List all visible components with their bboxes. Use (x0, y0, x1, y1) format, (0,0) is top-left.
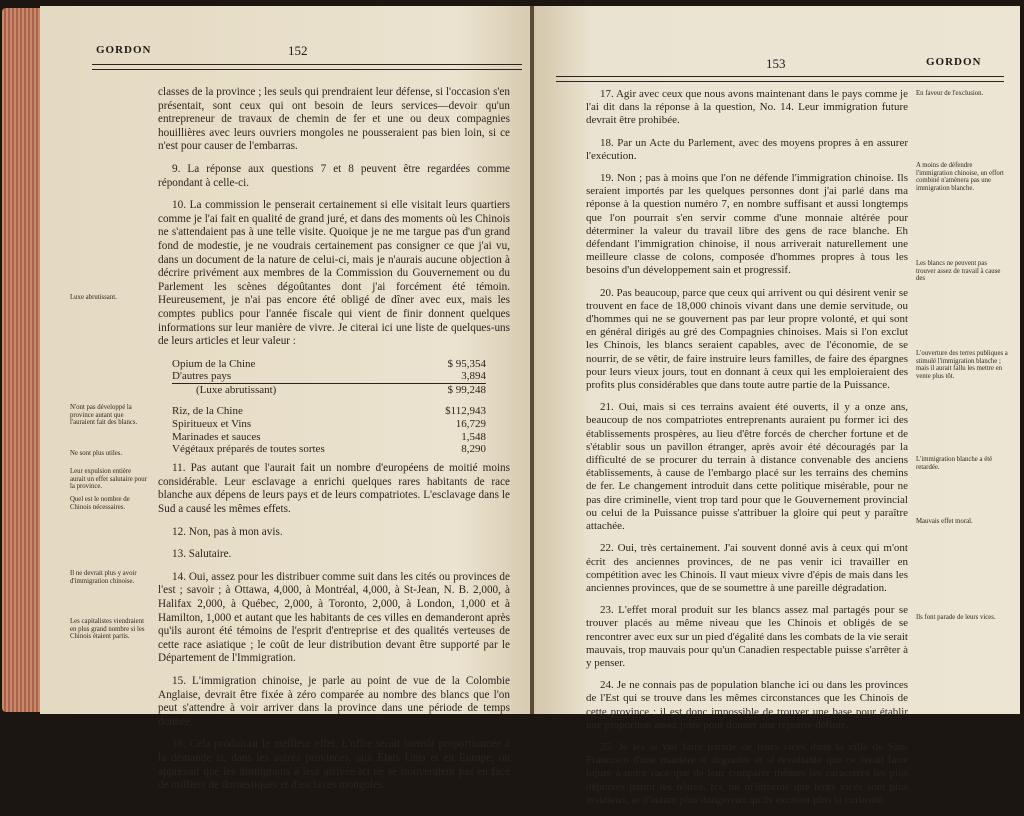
paragraph: 13. Salutaire. (172, 548, 232, 561)
table-value: $ 99,248 (416, 384, 486, 397)
left-header-rule (92, 64, 522, 65)
right-body-text (586, 88, 908, 816)
right-page-number: 153 (766, 56, 786, 71)
table-value: 8,290 (461, 443, 486, 456)
side-note: Ne sont plus utiles. (70, 450, 123, 457)
right-header-rule (556, 76, 1004, 77)
paragraph: 11. Pas autant que l'aurait fait un nombre d'européens de moitié moins considérable. Leur esclavage a enrichi quelques rares habitants de race blanche aux dépens de leurs pays et de leurs compatriotes. L'esclavage dans le Sud a causé les mêmes effets. (158, 462, 510, 516)
table-row (172, 443, 486, 456)
paragraph: 22. Oui, très certainement. J'ai souvent donné avis à ceux qui m'ont écrit des anciennes provinces, de ne pas venir ici travailler en compétition avec les Chinois. Il vaut mieux vivre d'épis de mais dans les anciennes provinces, que de se soumettre à une pareille dégradation. (586, 542, 908, 594)
paragraph: 25. Je les ai vus faire parade de leurs vices dans la ville de San-Francisco d'une manière si dégradée et si révoltante que ce serait faire injure à notre race que de leur comparer mêmes les caractères les plus dépravés parmi les nôtres. Ici, on m'informe que leurs vices sont plus insidieux, et d'autant plus dangereux qu'ils excitent plus la curiosité. (586, 740, 908, 806)
side-note: Les blancs ne peuvent pas trouver assez de travail à cause des (916, 260, 1001, 283)
right-page (534, 6, 1020, 806)
table-row (172, 418, 486, 431)
table-value: 1,548 (461, 430, 486, 443)
side-note: Les capitalistes viendraient en plus grand nombre si les Chinois étaient partis. (70, 618, 145, 641)
table-row (172, 384, 486, 397)
paragraph: 16. Cela produirait le meilleur effet. L'offre serait bientôt proportionnée à la demande si, dans les autres provinces, aux Etats Unis et en Europe, on apprenait que les immigrants à leur arrivée ici ne se trouveraient pas en face de milliers de domestiques et d'esclaves mongoles. (158, 738, 510, 792)
page-edges (2, 8, 40, 712)
paragraph: 23. L'effet moral produit sur les blancs assez mal partagés pour se trouver placés au même niveau que les Chinois et obligés de se rencontrer avec eux sur un pied d'égalité dans les combats de la vie serait mauvais, trop mauvais pour qu'un Canadien respectable puisse s'arrêter à y penser. (586, 604, 908, 669)
table-row (172, 405, 486, 418)
side-note: A moins de défendre l'immigration chinoise, un effort combiné n'amènera pas une immigration blanche. (916, 162, 1004, 192)
side-note: Mauvais effet moral. (916, 518, 973, 525)
paragraph: 14. Oui, assez pour les distribuer comme suit dans les cités ou provinces de l'est ; savoir ; à Ottawa, 4,000, à Montréal, 4,000, à St-Jean, N. B. 2,000, à Halifax 2,000, à Québec, 2,000, à Toronto, 2,000, à London, 1,000 et à Hamilton, 1,000 et autant que les habitants de ces villes en demanderont après qu'ils auront été témoins de l'esprit d'entreprise et des qualités verteuses de cette race asiatique ; le coût de leur distribution devant être supporté par le Département de l'Immigration. (158, 570, 510, 665)
left-page-number: 152 (288, 43, 308, 58)
side-note: Leur expulsion entière aurait un effet salutaire pour la province. (70, 468, 147, 491)
side-note: L'ouverture des terres publiques a stimulé l'immigration blanche ; mais il aurait fallu les mettre en vente plus tôt. (916, 350, 1008, 380)
left-page (40, 6, 532, 792)
paragraph: 18. Par un Acte du Parlement, avec des moyens propres à en assurer l'exécution. (586, 136, 908, 162)
side-note: Quel est le nombre de Chinois nécessaires. (70, 496, 130, 511)
paragraph: 10. La commission le penserait certainement si elle visitait leurs quartiers comme je l'ai fait en qualité de grand juré, et dans des moments où les Chinois ne s'attendaient pas à une telle visite. Quoique je ne me targue pas d'un grand fond de modestie, je ne voudrais certainement pas consigner ce que j'ai vu, dans un document de la nature de celui-ci, mais je n'aurais aucune objection à décrire privément aux membres de la Commission du Gouvernement ou du Parlement les scènes dégoûtantes dont j'ai forcément été témoin. Heureusement, je n'ai pas encore été obligé de dîner avec eux, mais les comptes publics pour l'année fiscale qui vient de finir donnent quelques informations sur leur manière de vivre. Je citerai ici une liste de quelques-uns de leurs articles et leur valeur : (158, 199, 510, 348)
table-value: 3,894 (461, 370, 486, 383)
side-note: En faveur de l'exclusion. (916, 90, 984, 97)
table-row (172, 370, 486, 383)
paragraph: 15. L'immigration chinoise, je parle au point de vue de la Colombie Anglaise, devrait être fixée à zéro comparée au nombre des blancs que l'on peut s'attendre à voir arriver dans la province dans une période de temps donnée. (158, 674, 510, 728)
paragraph: 20. Pas beaucoup, parce que ceux qui arrivent ou qui désirent venir se trouvent en face de 18,000 chinois vivant dans une demie servitude, ou d'hommes qui ne se gouvernent pas par leur propre volonté, et qui sont en général dirigés au gré des Compagnies chinoises. Mais si l'on exclut les Chinois, les blancs seraient capables, avec de l'économie, de se nourrir, de se vêtir, de faire instruire leurs familles, de faire des épargnes pour leurs vieux jours, tout en donnant à ceux qui les emploieraient des profits plus considérables que dans toute autre partie de la Puissance. (586, 286, 908, 392)
table-label: Marinades et sauces (172, 430, 261, 443)
table-row (172, 431, 486, 444)
side-note: Ils font parade de leurs vices. (916, 614, 996, 621)
table-label: (Luxe abrutissant) (172, 384, 416, 397)
left-header-rule-2 (92, 69, 522, 70)
paragraph: 21. Oui, mais si ces terrains avaient été ouverts, il y a onze ans, beaucoup de nos compatriotes entreprenants auraient pu former ici des établissements prospères, au lieu d'être forcés de chercher fortune et de s'établir sous un pavillon étranger, après avoir été découragés par la difficulté de se procurer du terrain à distance convenable des anciens établissements, à cause de l'embargo placé sur les terrains des chemins de fer. Le changement introduit dans cette politique misérable, pour ne pas dire criminelle, vient trop tard pour que le Gouvernement provincial ou celui de la Puissance puisse s'attribuer la gloire qui peut y paraître attachée. (586, 401, 908, 533)
import-table (172, 358, 486, 457)
right-header-rule-2 (556, 81, 1004, 82)
left-running-head: GORDON (96, 44, 152, 56)
paragraph: 12. Non, pas à mon avis. (172, 525, 283, 538)
table-label: Végétaux préparés de toutes sortes (172, 443, 325, 456)
table-value: $ 95,354 (447, 357, 486, 370)
table-label: Opium de la Chine (172, 357, 256, 370)
right-running-head: GORDON (926, 56, 982, 68)
side-note: Il ne devrait plus y avoir d'immigration chinoise. (70, 570, 137, 585)
paragraph: 17. Agir avec ceux que nous avons maintenant dans le pays comme je l'ai dit dans la réponse à la question, No. 14. Leur immigration future devrait être prohibée. (586, 88, 908, 127)
table-row (172, 358, 486, 371)
side-note: L'immigration blanche a été retardée. (916, 456, 993, 471)
paragraph: 19. Non ; pas à moins que l'on ne défende l'immigration chinoise. Ils seraient importés par les quelques personnes dont j'ai parlé dans ma réponse à la question numéro 7, en nombre suffisant et aussi longtemps que l'on pourrait s'en servir comme d'une monnaie altérée pour déterminer la valeur du travail libre des gens de race blanche. Eh défendant l'immigration chinoise, il nous arriverait naturellement une meilleure classe de colons, composée d'hommes propres à tous les besoins d'un développement sain et progressif. (586, 172, 908, 277)
paragraph: 9. La réponse aux questions 7 et 8 peuvent être regardées comme répondant à celle-ci. (158, 162, 510, 189)
left-body-text (158, 86, 510, 802)
table-value: 16,729 (455, 417, 486, 430)
table-label: Riz, de la Chine (172, 405, 243, 418)
paragraph: 24. Je ne connais pas de population blanche ici ou dans les provinces de l'Est qui se trouve dans les mêmes circonstances que les Chinois de cette province ; il est donc impossible de trouver une base pour établir une proportion assez juste pour donner une réponse définie. (586, 679, 908, 731)
side-note: Luxe abrutissant. (70, 294, 117, 301)
paragraph: classes de la province ; les seuls qui prendraient leur défense, si l'occasion s'en présentait, sont ceux qui ont besoin de leurs services—devoir qu'un entrepreneur de travaux de chemin de fer et une ou deux compagnies houillières avec leurs ouvriers mongoles ne pousseraient pas bien loin, si ce n'est pour causer de l'embarras. (158, 86, 510, 153)
table-value: $112,943 (445, 405, 486, 418)
table-label: Spiritueux et Vins (172, 417, 252, 430)
side-note: N'ont pas développé la province autant que l'auraient fait des blancs. (70, 404, 138, 427)
table-label: D'autres pays (172, 370, 232, 383)
